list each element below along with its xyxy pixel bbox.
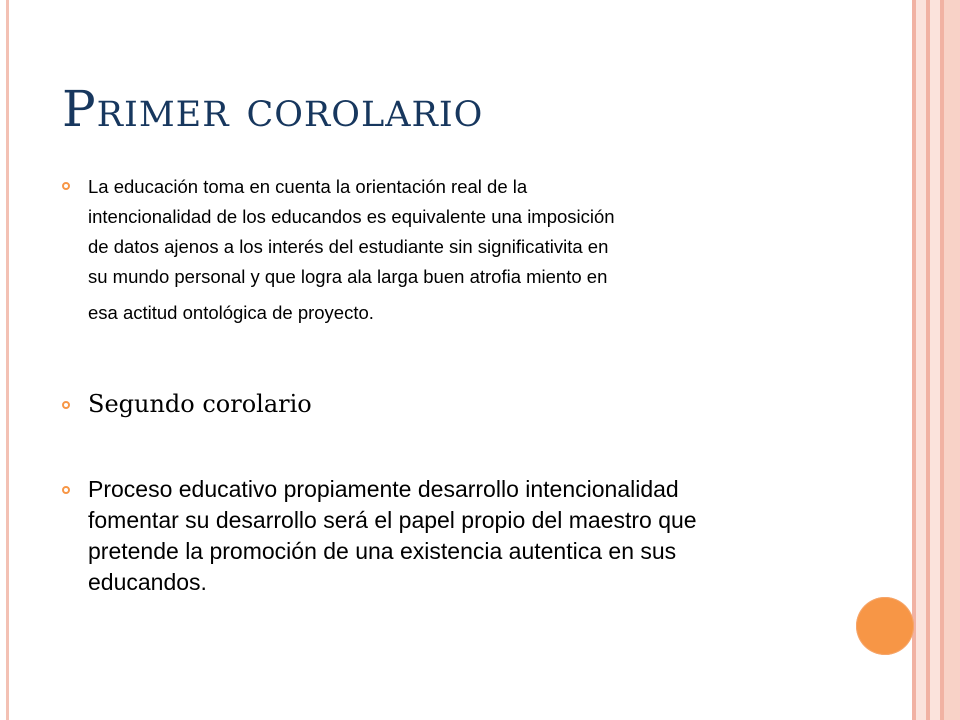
bullet-1-text: [88, 172, 818, 328]
bullet-1-line: esa actitud ontológica de proyecto.: [88, 302, 374, 323]
stripe: [944, 0, 960, 720]
ring-bullet-icon: [62, 401, 70, 409]
bullet-1-line: intencionalidad de los educandos es equivalente una imposición: [88, 206, 615, 227]
bullet-3-line: fomentar su desarrollo será el papel propio del maestro que: [88, 507, 697, 533]
bullet-1-line: su mundo personal y que logra ala larga buen atrofia miento en: [88, 266, 608, 287]
bullet-3-text: [88, 474, 828, 598]
slide-title: Primer corolario: [62, 80, 484, 138]
bullet-3-line: pretende la promoción de una existencia autentica en sus: [88, 538, 677, 564]
bullet-3-line: educandos.: [88, 569, 207, 595]
right-decorative-stripes: [912, 0, 960, 720]
bullet-2-text: Segundo corolario: [88, 390, 312, 418]
stripe: [916, 0, 926, 720]
bullet-3-line: Proceso educativo propiamente desarrollo intencionalidad: [88, 476, 679, 502]
ring-bullet-icon: [62, 182, 70, 190]
stripe: [930, 0, 940, 720]
bullet-1-line: de datos ajenos a los interés del estudiante sin significativita en: [88, 236, 609, 257]
ring-bullet-icon: [62, 486, 70, 494]
orange-circle-decoration: [856, 597, 914, 655]
left-border-line: [6, 0, 9, 720]
bullet-1-line: La educación toma en cuenta la orientación real de la: [88, 176, 528, 197]
